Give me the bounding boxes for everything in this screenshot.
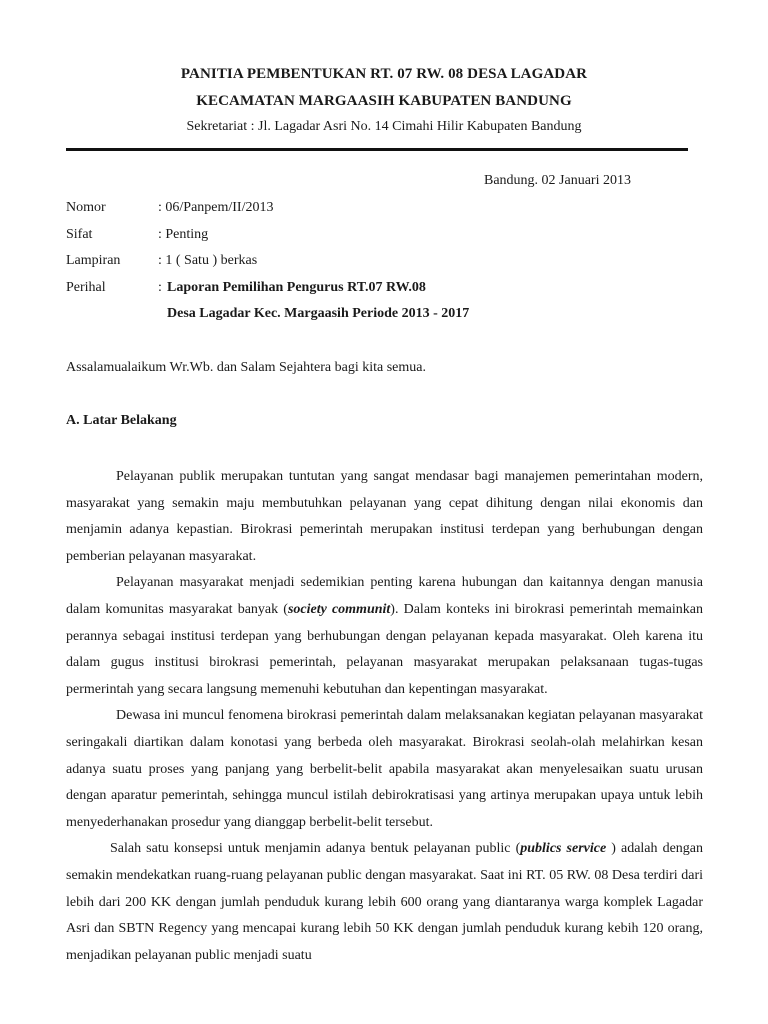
perihal-subject-line-1: Laporan Pemilihan Pengurus RT.07 RW.08 xyxy=(167,280,426,295)
nomor-label: Nomor xyxy=(66,200,106,215)
paragraph-4-text-a: Salah satu konsepsi untuk menjamin adanya bentuk pelayanan public ( xyxy=(110,841,521,857)
paragraph-2-text-b: ). Dalam konteks ini birokrasi pemerintah memainkan perannya sebagai institusi terdepan yang berhubungan dengan pelayanan kepada masyarakat. Oleh karena itu dalam gugus institusi birokrasi pemerintah, pelayanan masyarakat merupakan pelaksanaan tugas-tugas permerintah yang secara langsung memenuhi kebutuhan dan kepentingan masyarakat. xyxy=(66,601,703,697)
letterhead-line-2: KECAMATAN MARGAASIH KABUPATEN BANDUNG xyxy=(196,93,572,109)
lampiran-label: Lampiran xyxy=(66,253,121,268)
paragraph-2-text-a: Pelayanan masyarakat menjadi sedemikian penting karena hubungan dan kaitannya dengan manusia dalam komunitas masyarakat banyak ( xyxy=(66,575,703,617)
paragraph-3: Dewasa ini muncul fenomena birokrasi pemerintah dalam melaksanakan kegiatan pelayanan masyarakat seringakali diartikan dalam konotasi yang berbeda oleh masyarakat. Birokrasi seolah-olah melahirkan kesan adanya suatu proses yang panjang yang berbelit-belit apabila masyarakat akan menyelesaikan suatu urusan dengan aparatur pemerintah, sehingga muncul istilah debirokratisasi yang artinya merupakan upaya untuk lebih menyederhanakan prosedur yang dianggap berbelit-belit tersebut. xyxy=(66,708,703,830)
paragraph-2-emphasis: society communit xyxy=(287,601,391,617)
lampiran-value: : 1 ( Satu ) berkas xyxy=(158,253,258,268)
perihal-label: Perihal xyxy=(66,280,106,295)
letterhead-divider xyxy=(66,148,688,151)
letter-date: Bandung. 02 Januari 2013 xyxy=(484,173,631,188)
body-text xyxy=(66,464,703,969)
paragraph-4 xyxy=(66,836,703,969)
sifat-label: Sifat xyxy=(66,227,93,242)
paragraph-4-emphasis: publics service xyxy=(520,841,607,857)
paragraph-1: Pelayanan publik merupakan tuntutan yang sangat mendasar bagi manajemen pemerintahan modern, masyarakat yang semakin maju membutuhkan pelayanan yang cepat dihitung dengan nilai ekonomis dan menjamin adanya kepastian. Birokrasi pemerintah merupakan institusi terdepan yang berhubungan dengan pemberian pelayanan masyarakat. xyxy=(66,469,703,564)
sifat-value: : Penting xyxy=(158,227,209,242)
letterhead-line-1: PANITIA PEMBENTUKAN RT. 07 RW. 08 DESA LAGADAR xyxy=(180,66,588,82)
secretariat-address: Sekretariat : Jl. Lagadar Asri No. 14 Cimahi Hilir Kabupaten Bandung xyxy=(186,119,582,134)
perihal-colon: : xyxy=(158,280,162,295)
paragraph-4-text-b: ) adalah dengan semakin mendekatkan ruang-ruang pelayanan public dengan masyarakat. Saat ini RT. 05 RW. 08 Desa terdiri dari lebih dari 200 KK dengan jumlah penduduk kurang lebih 600 orang yang diantaranya warga komplek Lagadar Asri dan SBTN Regency yang mencapai kurang lebih 50 KK dengan jumlah penduduk kurang kebih 120 orang, menjadikan pelayanan public menjadi suatu xyxy=(66,841,703,963)
greeting: Assalamualaikum Wr.Wb. dan Salam Sejahtera bagi kita semua. xyxy=(66,360,426,375)
perihal-subject-line-2: Desa Lagadar Kec. Margaasih Periode 2013 - 2017 xyxy=(167,306,470,321)
nomor-value: : 06/Panpem/II/2013 xyxy=(158,200,274,215)
section-heading-latar-belakang: A. Latar Belakang xyxy=(66,413,177,428)
paragraph-2 xyxy=(66,570,703,703)
